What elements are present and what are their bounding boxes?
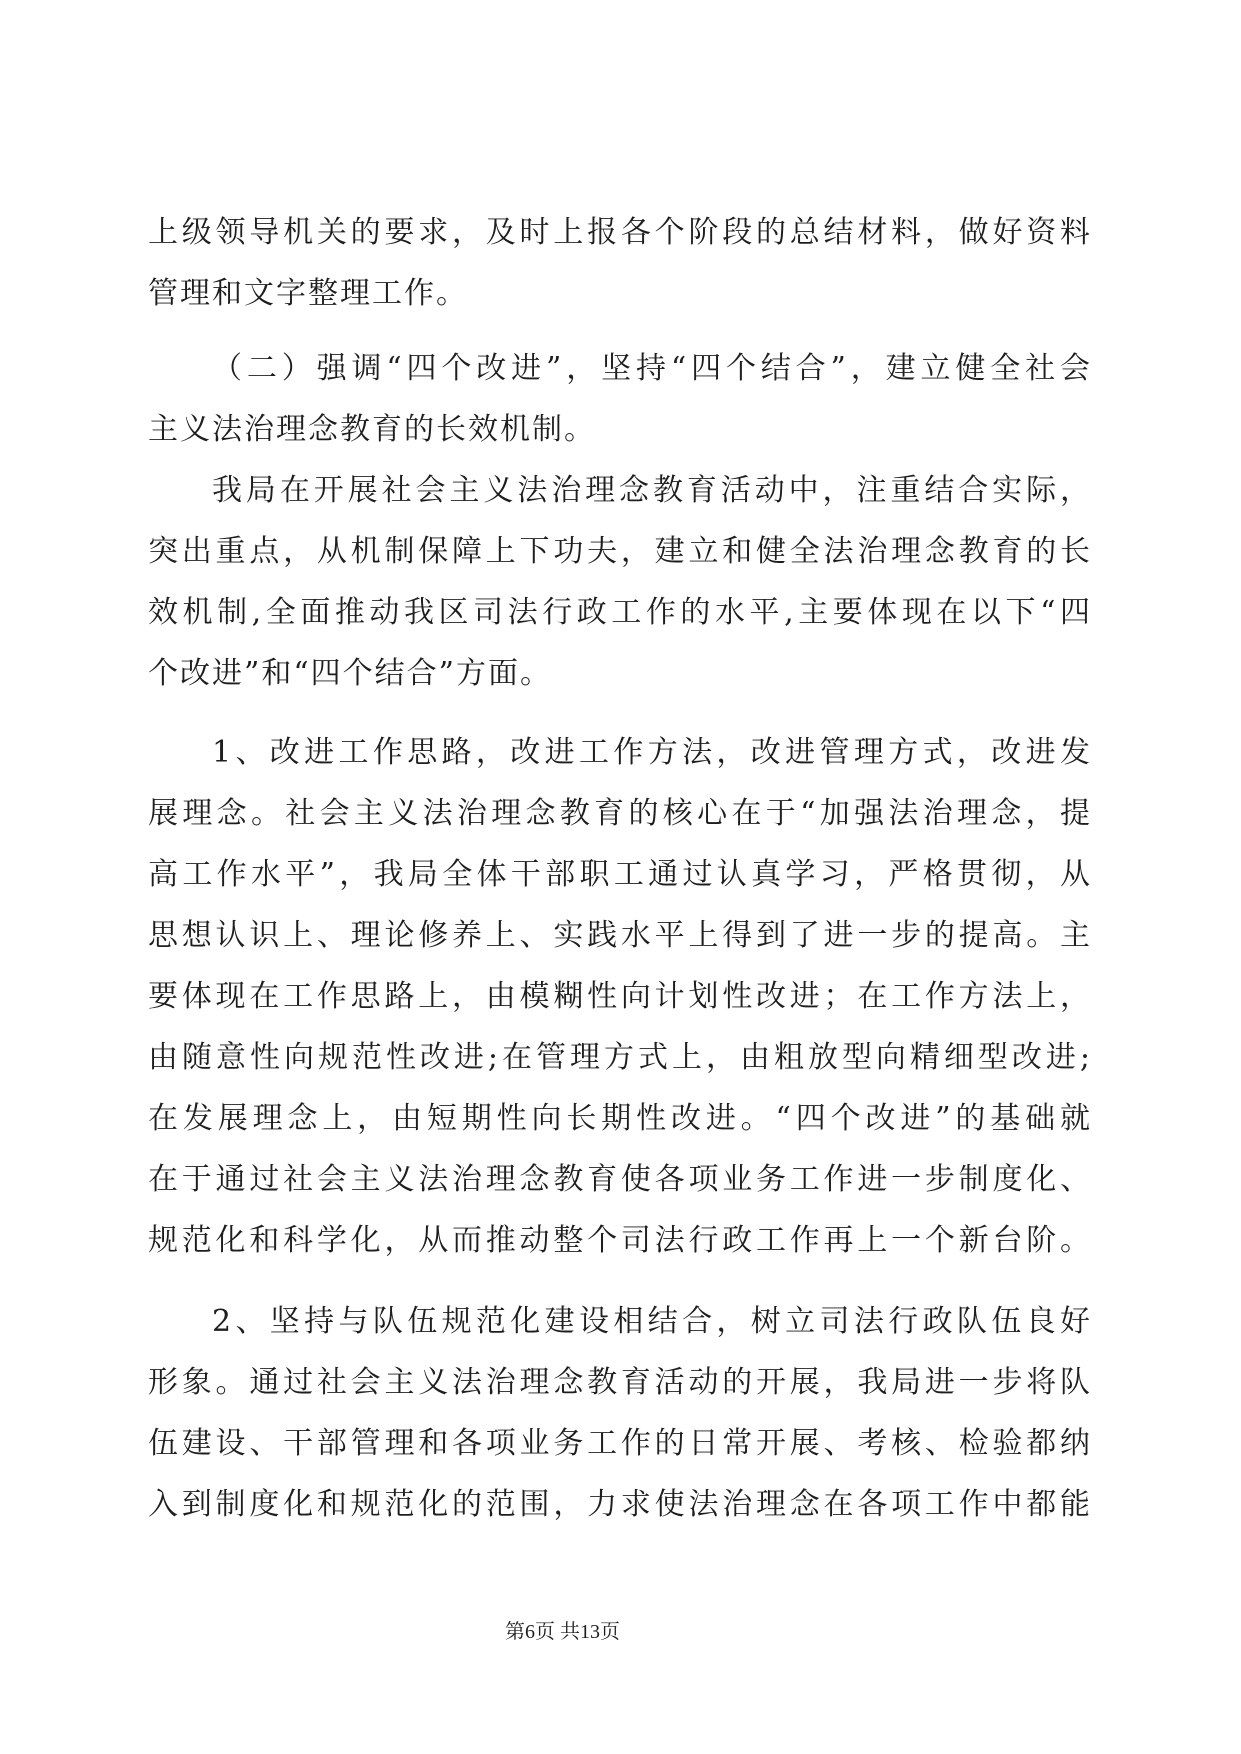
paragraph-item-2: [148, 1291, 1092, 1535]
text-line: 2、坚持与队伍规范化建设相结合，树立司法行政队伍良好: [212, 1304, 1092, 1339]
text-line: 要体现在工作思路上，由模糊性向计划性改进；在工作方法上，: [148, 979, 1092, 1014]
text-line: 规范化和科学化，从而推动整个司法行政工作再上一个新台阶。: [148, 1223, 1092, 1258]
page-footer: 第6页 共13页: [505, 1621, 620, 1643]
text-line: （二）强调“四个改进”，坚持“四个结合”，建立健全社会: [212, 351, 1092, 386]
text-line: 思想认识上、理论修养上、实践水平上得到了进一步的提高。主: [148, 918, 1092, 953]
paragraph-continuation: [148, 202, 1092, 324]
text-line: 入到制度化和规范化的范围，力求使法治理念在各项工作中都能: [148, 1487, 1092, 1522]
document-body: [148, 202, 1092, 1535]
text-line: 主义法治理念教育的长效机制。: [148, 412, 596, 447]
text-line: 上级领导机关的要求，及时上报各个阶段的总结材料，做好资料: [148, 215, 1092, 250]
text-line: 伍建设、干部管理和各项业务工作的日常开展、考核、检验都纳: [148, 1426, 1092, 1461]
paragraph-intro: [148, 460, 1092, 704]
text-line: 个改进”和“四个结合”方面。: [148, 656, 553, 691]
text-line: 高工作水平”，我局全体干部职工通过认真学习，严格贯彻，从: [148, 857, 1092, 892]
text-line: 在发展理念上，由短期性向长期性改进。“四个改进”的基础就: [148, 1101, 1092, 1136]
text-line: 1、改进工作思路，改进工作方法，改进管理方式，改进发: [212, 735, 1092, 770]
paragraph-item-1: [148, 722, 1092, 1271]
text-line: 我局在开展社会主义法治理念教育活动中，注重结合实际，: [212, 473, 1092, 508]
text-line: 在于通过社会主义法治理念教育使各项业务工作进一步制度化、: [148, 1162, 1092, 1197]
text-line: 管理和文字整理工作。: [148, 276, 468, 311]
text-line: 由随意性向规范性改进;在管理方式上，由粗放型向精细型改进;: [148, 1040, 1092, 1075]
text-line: 形象。通过社会主义法治理念教育活动的开展，我局进一步将队: [148, 1365, 1092, 1400]
text-line: 突出重点，从机制保障上下功夫，建立和健全法治理念教育的长: [148, 534, 1092, 569]
text-line: 展理念。社会主义法治理念教育的核心在于“加强法治理念，提: [148, 796, 1092, 831]
text-line: 效机制,全面推动我区司法行政工作的水平,主要体现在以下“四: [148, 595, 1092, 630]
section-heading: [148, 338, 1092, 460]
